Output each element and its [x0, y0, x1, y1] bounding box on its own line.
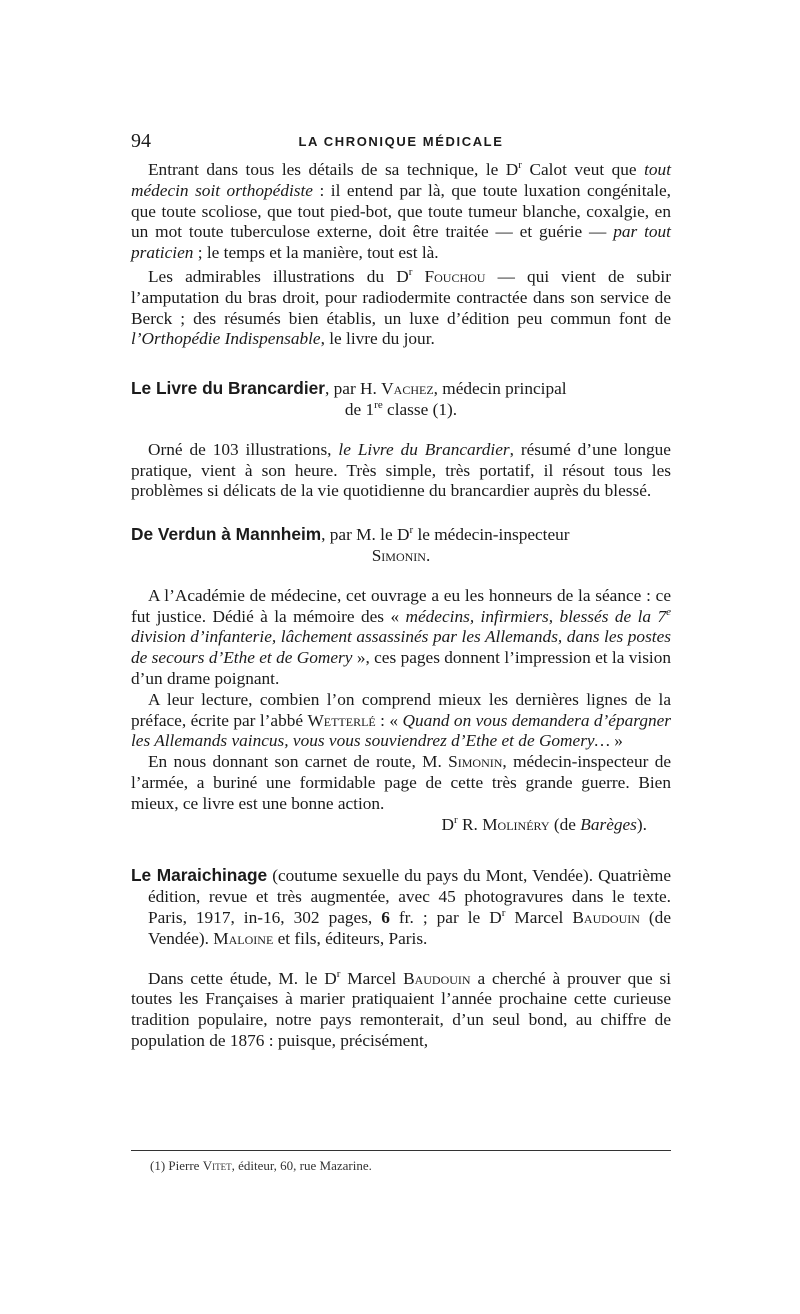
- signature: $D^r$ R. Molinéry (de Barèges).: [441, 813, 647, 834]
- footnote-rule: [131, 1150, 671, 1151]
- page-body: [131, 160, 671, 1052]
- paragraph-carnet: En nous donnant son carnet de route, M. Simonin, médecin-inspecteur de l’armée, a buriné une formidable page de cette très grande guerre. Bien mieux, ce livre est une bonne action.: [131, 752, 672, 813]
- page-number: 94: [131, 130, 151, 152]
- running-title: LA CHRONIQUE MÉDICALE: [298, 134, 504, 149]
- footnote: (1) Pierre Vitet, éditeur, 60, rue Mazarine.: [150, 1158, 372, 1173]
- heading-maraichinage: Le Maraichinage (coutume sexuelle du pays du Mont, Vendée). Quatrième édition, revue et très augmentée, avec 45 photogravures dans le texte. Paris, 1917, in-16, 302 pages, 6 fr. ; par le $D^r$ Marcel Baudouin (de Vendée). Maloine et fils, éditeurs, Paris.: [131, 865, 672, 948]
- paragraph-brancardier: Orné de 103 illustrations, le Livre du Brancardier, résumé d’une longue pratique, vient à son heure. Très simple, très portatif, il résout tous les problèmes si délicats de la vie quotidienne du brancardier auprès du blessé.: [131, 439, 671, 501]
- running-head: [131, 130, 671, 154]
- heading-livre-brancardier-line2: de 1re classe (1).: [344, 399, 458, 419]
- paragraph-baudouin: Dans cette étude, M. le $D^r$ Marcel Baudouin a cherché à prouver que si toutes les Françaises à marier pratiquaient l’année prochaine cette curieuse tradition populaire, notre pays remonterait, d’un seul bond, au chiffre de population de 1876 : puisque, précisément,: [131, 967, 671, 1050]
- paragraph-academie: A l’Académie de médecine, cet ouvrage a eu les honneurs de la séance : ce fut justice. Dédié à la mémoire des « médecins, infirmiers, blessés de la 7e division d’infanterie, lâchement assassinés par les Allemands, dans les postes de secours d’Ethe et de Gomery », ces pages donnent l’impression et la vision d’un drame poignant.: [131, 585, 672, 688]
- paragraph-orthopedie: Entrant dans tous les détails de sa technique, le $D^r$ Calot veut que tout médecin soit orthopédiste : il entend par là, que toute luxation congénitale, que toute scoliose, que tout pied-bot, que toute tumeur blanche, coxalgie, en un mot toute tuberculose externe, doit être traitée — et guérie — par tout praticien ; le temps et la manière, tout est là.: [131, 159, 671, 263]
- heading-livre-brancardier: Le Livre du Brancardier, par H. Vachez, médecin principal: [131, 378, 567, 399]
- paragraph-preface: A leur lecture, combien l’on comprend mieux les dernières lignes de la préface, écrite par l’abbé Wetterlé : « Quand on vous demandera d’épargner les Allemands vaincus, vous vous souviendrez d’Ethe et de Gomery… »: [131, 689, 672, 751]
- heading-verdun-mannheim-line2: Simonin.: [371, 545, 431, 565]
- heading-verdun-mannheim: De Verdun à Mannheim, par M. le $D^r$ le médecin-inspecteur: [131, 524, 570, 545]
- paragraph-illustrations: Les admirables illustrations du $D^r$ Fouchou — qui vient de subir l’amputation du bras droit, pour radiodermite contractée dans son service de Berck ; des résumés bien établis, un luxe d’édition peu commun font de l’Orthopédie Indispensable, le livre du jour.: [131, 266, 671, 349]
